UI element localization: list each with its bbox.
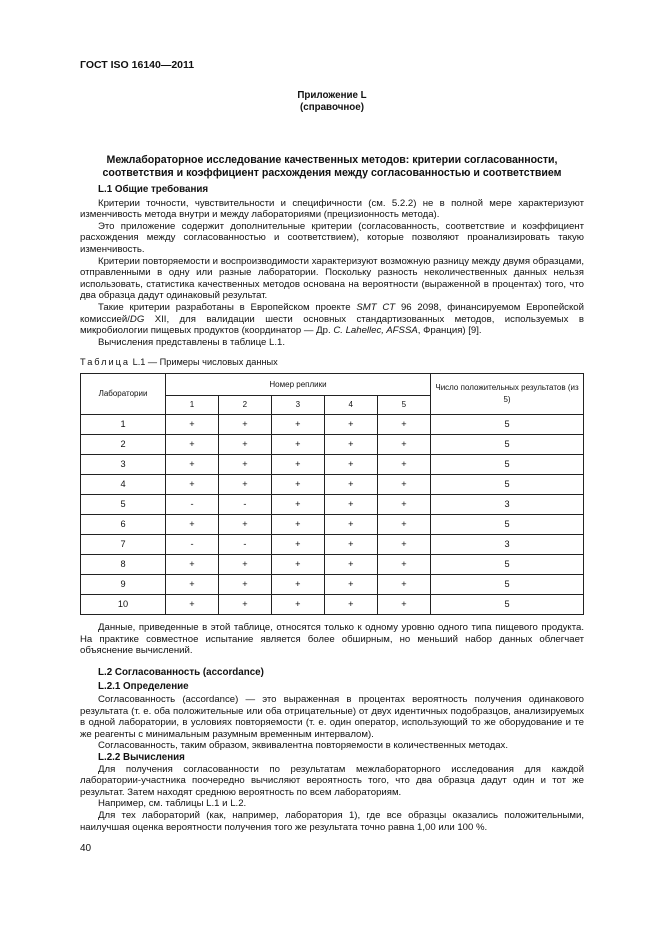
table-cell: + xyxy=(271,475,324,495)
table-cell: + xyxy=(218,415,271,435)
table-row xyxy=(81,515,584,535)
table-cell: + xyxy=(218,455,271,475)
table-cell: + xyxy=(166,515,219,535)
table-row xyxy=(81,475,584,495)
table-cell: + xyxy=(377,535,430,555)
section-l1 xyxy=(80,184,584,348)
table-cell: + xyxy=(166,555,219,575)
section-l2 xyxy=(80,622,584,833)
table-row xyxy=(81,455,584,475)
table-cell: + xyxy=(271,575,324,595)
table-cell: 3 xyxy=(431,535,584,555)
paragraph: Например, см. таблицы L.1 и L.2. xyxy=(98,798,247,810)
table-cell: + xyxy=(218,555,271,575)
document-title xyxy=(80,154,584,180)
table-cell: 5 xyxy=(431,595,584,615)
table-cell: + xyxy=(324,535,377,555)
paragraph: Согласованность (accordance) — это выраженная в процентах вероятность получения одинакового результата (т. е. оба положительные или оба отрицательные) от двух идентичных подобразцов, анализируемых в одной лаборатории, в условиях повторяемости (т. е. один оператор, использующий то же оборудование и те же реагенты с минимальным разумным временным интервалом). xyxy=(80,693,584,740)
table-cell: 5 xyxy=(431,435,584,455)
table-cell: + xyxy=(377,595,430,615)
paragraph: Критерии точности, чувствительности и специфичности (см. 5.2.2) не в полной мере характеризуют изменчивость метода внутри и между лабораториями (прецизионность метода). xyxy=(80,197,584,221)
table-cell: + xyxy=(166,475,219,495)
table-cell: + xyxy=(377,515,430,535)
table-cell: - xyxy=(166,535,219,555)
table-cell: 10 xyxy=(81,595,166,615)
table-cell: + xyxy=(271,415,324,435)
table-cell: 1 xyxy=(81,415,166,435)
table-cell: 3 xyxy=(431,495,584,515)
table-row xyxy=(81,535,584,555)
table-row xyxy=(81,415,584,435)
table-cell: + xyxy=(166,435,219,455)
paragraph: Для получения согласованности по результатам межлабораторного исследования для каждой лаборатории-участника поочередно вычисляют вероятность того, что два образца дадут один и тот же результат. Затем находят среднюю вероятность по всем лабораториям. xyxy=(80,763,584,798)
table-cell: + xyxy=(218,475,271,495)
table-cell: + xyxy=(271,555,324,575)
title-line: соответствия и коэффициент расхождения между согласованностью и соответствием xyxy=(102,167,562,179)
table-cell: 2 xyxy=(81,435,166,455)
table-cell: + xyxy=(271,595,324,615)
title-line: Межлабораторное исследование качественных методов: критерии согласованности, xyxy=(106,154,558,166)
table-cell: 7 xyxy=(81,535,166,555)
table-row xyxy=(81,555,584,575)
col-header-replica: 1 xyxy=(166,396,219,415)
table-cell: + xyxy=(271,495,324,515)
table-cell: + xyxy=(166,455,219,475)
table-cell: + xyxy=(324,515,377,535)
table-row xyxy=(81,595,584,615)
table-cell: 5 xyxy=(81,495,166,515)
table-cell: 5 xyxy=(431,575,584,595)
table-cell: 6 xyxy=(81,515,166,535)
table-cell: + xyxy=(218,435,271,455)
table-cell: 9 xyxy=(81,575,166,595)
table-cell: + xyxy=(218,515,271,535)
col-header-replica: 5 xyxy=(377,396,430,415)
table-cell: + xyxy=(271,435,324,455)
table-cell: + xyxy=(324,575,377,595)
table-cell: + xyxy=(324,415,377,435)
table-cell: 5 xyxy=(431,555,584,575)
table-cell: + xyxy=(324,595,377,615)
paragraph: Согласованность, таким образом, эквивалентна повторяемости в количественных методах. xyxy=(98,740,509,752)
table-cell: - xyxy=(218,535,271,555)
table-cell: + xyxy=(377,495,430,515)
table-cell: - xyxy=(218,495,271,515)
paragraph: Данные, приведенные в этой таблице, относятся только к одному уровню одного типа пищевого продукта. На практике совместное испытание является более обширным, но меньший набор данных облегчает объяснение вычислений. xyxy=(80,622,584,657)
appendix-subtitle: (справочное) xyxy=(300,102,364,113)
table-cell: + xyxy=(271,455,324,475)
col-header-lab: Лаборатории xyxy=(81,374,166,415)
col-header-replica: 2 xyxy=(218,396,271,415)
table-cell: 3 xyxy=(81,455,166,475)
table-row xyxy=(81,495,584,515)
paragraph: Для тех лабораторий (как, например, лаборатория 1), где все образцы оказались положительными, наилучшая оценка вероятности получения того же результата точно равна 1,00 или 100 %. xyxy=(80,809,584,833)
table-cell: 8 xyxy=(81,555,166,575)
table-cell: + xyxy=(166,575,219,595)
subsection-heading: L.2.2 Вычисления xyxy=(98,751,185,763)
table-cell: 5 xyxy=(431,475,584,495)
appendix-heading xyxy=(80,90,584,114)
table-cell: + xyxy=(324,555,377,575)
table-cell: + xyxy=(324,455,377,475)
table-cell: + xyxy=(377,455,430,475)
col-header-total: Число положительных результатов (из 5) xyxy=(431,374,584,415)
table-cell: + xyxy=(218,595,271,615)
table-cell: + xyxy=(377,415,430,435)
table-caption: Таблица L.1 — Примеры числовых данных xyxy=(80,357,278,367)
paragraph: Критерии повторяемости и воспроизводимости характеризуют возможную разницу между двумя образцами, отправленными в одну или разные лаборатории. Поскольку разность неколичественных данных нельзя использовать, статистика качественных методов основана на вероятности (выраженной в процентах) того, что два образца дадут одинаковый результат. xyxy=(80,255,584,302)
col-header-replica: 3 xyxy=(271,396,324,415)
table-cell: 5 xyxy=(431,415,584,435)
table-cell: + xyxy=(324,435,377,455)
table-cell: + xyxy=(271,535,324,555)
page-number: 40 xyxy=(80,843,92,854)
paragraph: Это приложение содержит дополнительные критерии (согласованность, соответствие и коэффициент расхождения между согласованностью и соответствием), которые позволяют проанализировать такую изменчивость. xyxy=(80,220,584,255)
table-cell: + xyxy=(218,575,271,595)
section-heading: L.1 Общие требования xyxy=(98,184,209,195)
table-cell: + xyxy=(377,575,430,595)
section-heading: L.2 Согласованность (accordance) xyxy=(98,666,264,678)
paragraph: Вычисления представлены в таблице L.1. xyxy=(98,336,286,348)
table-row xyxy=(81,435,584,455)
table-cell: + xyxy=(324,495,377,515)
appendix-title: Приложение L xyxy=(297,90,367,101)
table-cell: 5 xyxy=(431,455,584,475)
data-table xyxy=(80,373,584,615)
subsection-heading: L.2.1 Определение xyxy=(98,681,189,693)
table-cell: + xyxy=(377,475,430,495)
table-cell: + xyxy=(377,555,430,575)
table-cell: + xyxy=(166,595,219,615)
table-cell: + xyxy=(324,475,377,495)
document-header: ГОСТ ISO 16140—2011 xyxy=(80,59,195,71)
table-cell: 4 xyxy=(81,475,166,495)
table-cell: - xyxy=(166,495,219,515)
col-header-replica: 4 xyxy=(324,396,377,415)
table-cell: 5 xyxy=(431,515,584,535)
col-header-group: Номер реплики xyxy=(166,374,431,396)
table-cell: + xyxy=(166,415,219,435)
table-cell: + xyxy=(271,515,324,535)
table-row xyxy=(81,575,584,595)
table-cell: + xyxy=(377,435,430,455)
paragraph: Такие критерии разработаны в Европейском проекте SMT CT 96 2098, финансируемом Европейской комиссией/DG XII, для валидации шести основных стандартизованных методов, используемых в микробиологии пищевых продуктов (координатор — Др. C. Lahellec, AFSSA, Франция) [9]. xyxy=(80,301,584,337)
